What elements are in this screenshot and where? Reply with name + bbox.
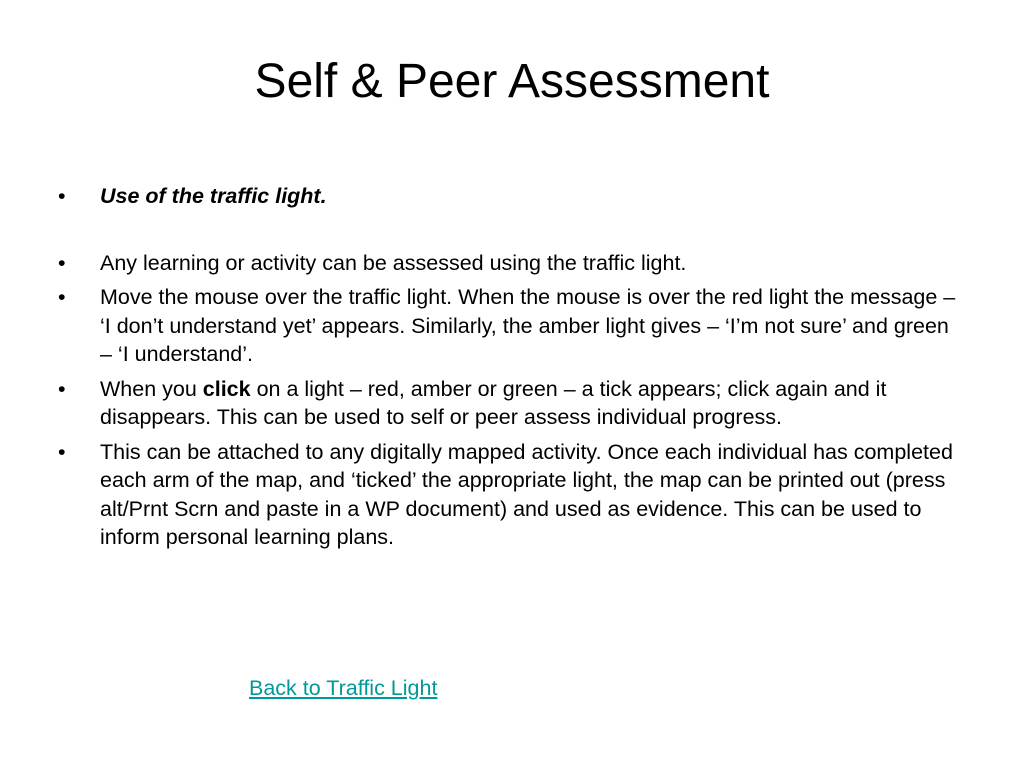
bullet-item [58,375,958,432]
bullet-text: Move the mouse over the traffic light. When the mouse is over the red light the message – ‘I don’t understand yet’ appears. Similarly, the amber light gives – ‘I’m not sure’ and green – ‘I understand’. [100,285,956,366]
bullet-item [58,283,958,369]
bullet-icon: • [58,439,66,464]
bullet-heading: Use of the traffic light. [100,184,327,208]
bullet-bold-word: click [202,376,251,401]
bullet-icon: • [58,250,66,275]
bullet-icon: • [58,285,66,309]
bullet-item [58,182,958,211]
bullet-text: This can be attached to any digitally mapped activity. Once each individual has completed each arm of the map, and ‘ticked’ the appropriate light, the map can be printed out (press alt/Prnt Scrn and paste in a WP document) and used as evidence. This can be used to inform personal learning plans. [100,439,953,549]
bullet-item [58,438,958,552]
bullet-item [58,249,958,278]
back-to-traffic-light-link[interactable]: Back to Traffic Light [249,676,438,700]
bullet-list [58,182,958,558]
bullet-icon: • [58,376,66,401]
bullet-text-part: When you [100,376,203,401]
bullet-text-part: on a light – red, amber or green – a tick appears; click again and it disappears. This can be used to self or peer assess individual progress. [100,376,887,429]
bullet-text: Any learning or activity can be assessed using the traffic light. [100,250,687,275]
bullet-icon: • [58,184,66,208]
slide-title: Self & Peer Assessment [254,55,770,108]
